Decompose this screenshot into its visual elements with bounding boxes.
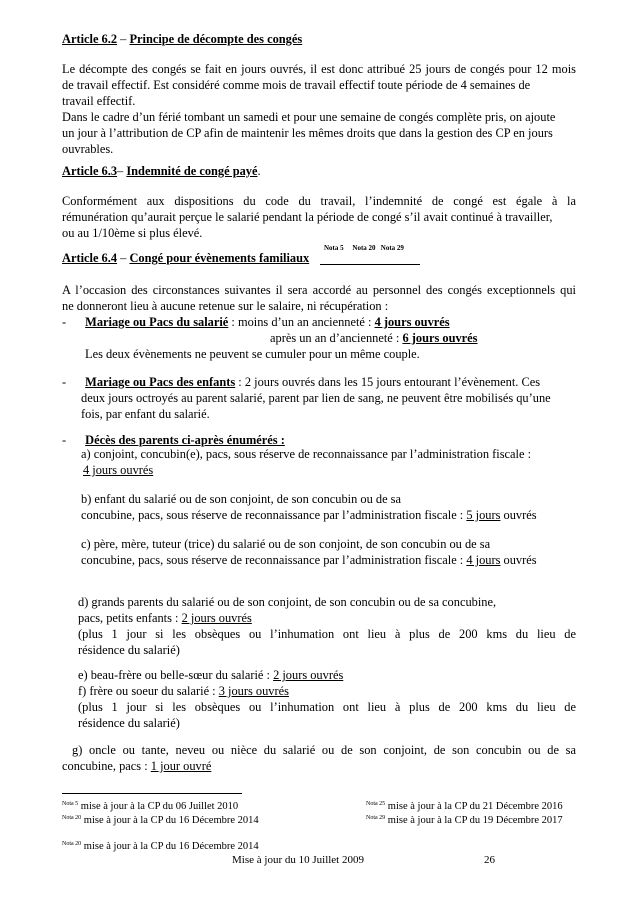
heading-dash: – [117, 251, 130, 265]
nota-ref: Nota 29 [380, 244, 404, 252]
page-number: 26 [484, 854, 495, 866]
heading-dash: – [117, 32, 130, 46]
sub-item-g: g) oncle ou tante, neveu ou nièce du salarié ou de son conjoint, de son concubin ou de sa [72, 743, 576, 757]
nota-ref: Nota 5 [324, 244, 344, 252]
list-item-line: fois, par enfant du salarié. [81, 407, 210, 421]
bullet: - [62, 433, 67, 447]
item-text: après un an d’ancienneté : [270, 331, 403, 345]
footnote [62, 800, 238, 813]
item-value: 5 jours [466, 508, 501, 522]
paragraph-line: ou au 1/10ème si plus élevé. [62, 226, 203, 240]
nota-ref: Nota 20 [352, 244, 376, 252]
article-6-3-heading [62, 163, 261, 179]
bullet: - [62, 315, 67, 329]
sub-item-d: d) grands parents du salarié ou de son conjoint, de son concubin ou de sa concubine, [78, 595, 497, 609]
heading-dash: – [117, 164, 127, 178]
sub-item-f [78, 683, 289, 699]
sub-item-line: (plus 1 jour si les obsèques ou l’inhumation ont lieu à plus de 200 kms du lieu de [78, 627, 576, 641]
paragraph-line: ne donneront lieu à aucune retenue sur le salaire, ni récupération : [62, 299, 389, 313]
item-text: pacs, petits enfants : [78, 611, 182, 625]
sub-item-a: a) conjoint, concubin(e), pacs, sous réserve de reconnaissance par l’administration fiscale : [81, 447, 532, 461]
paragraph-line: rémunération qu’aurait perçue le salarié pendant la période de congé s’il avait continué à travailler, [62, 210, 553, 224]
footer-update-date: Mise à jour du 10 Juillet 2009 [232, 854, 364, 866]
footnote-marker: Nota 29 [366, 815, 386, 821]
article-6-2-heading [62, 31, 302, 47]
item-text: concubine, pacs, sous réserve de reconnaissance par l’administration fiscale : [81, 508, 467, 522]
footnote-text: mise à jour à la CP du 16 Décembre 2014 [81, 815, 259, 826]
heading-dot: . [257, 164, 261, 178]
sub-item-line [78, 610, 252, 626]
footnote [366, 814, 563, 827]
item-value: 2 jours ouvrés [273, 668, 344, 682]
heading-underline [320, 264, 420, 265]
footnote-text: mise à jour à la CP du 06 Juillet 2010 [78, 801, 239, 812]
paragraph-line: un jour à l’attribution de CP afin de maintenir les mêmes droits que dans la gestion des CP en jours [62, 126, 553, 140]
item-label: Mariage ou Pacs du salarié [85, 315, 229, 329]
footnote-marker: Nota 20 [62, 841, 82, 847]
footnote-separator [62, 793, 242, 794]
footnote [366, 800, 563, 813]
bullet: - [62, 375, 67, 389]
footnote [62, 840, 259, 853]
sub-item-line: (plus 1 jour si les obsèques ou l’inhumation ont lieu à plus de 200 kms du lieu de [78, 700, 576, 714]
paragraph-line: ouvrables. [62, 142, 114, 156]
item-value: 6 jours ouvrés [402, 331, 478, 345]
paragraph-line: Le décompte des congés se fait en jours ouvrés, il est donc attribué 25 jours de congés pour 12 mois [62, 62, 576, 76]
list-item-line: deux jours octroyés au parent salarié, parent par lien de sang, ne peuvent être mobilisés qu’une [81, 391, 551, 405]
list-item-mariage-salarie [62, 314, 450, 330]
item-value: 2 jours ouvrés [181, 611, 252, 625]
paragraph-line: Conformément aux dispositions du code du travail, l’indemnité de congé est égale à la [62, 194, 576, 208]
sub-item-line [62, 758, 211, 774]
paragraph-line: de travail effectif. Est considéré comme mois de travail effectif toute période de 4 semaines de [62, 78, 531, 92]
paragraph-line: Dans le cadre d’un férié tombant un samedi et pour une semaine de congés complète pris, on ajoute [62, 110, 556, 124]
list-item-line [270, 330, 477, 346]
item-value: 4 jours [466, 553, 501, 567]
article-title: Indemnité de congé payé [126, 164, 258, 178]
footnote-text: mise à jour à la CP du 19 Décembre 2017 [385, 815, 563, 826]
footnote-marker: Nota 5 [62, 801, 79, 807]
item-text: e) beau-frère ou belle-sœur du salarié : [78, 668, 274, 682]
item-text: ouvrés [500, 553, 537, 567]
sub-item-c: c) père, mère, tuteur (trice) du salarié ou de son conjoint, de son concubin ou de sa [81, 537, 491, 551]
item-value: 4 jours ouvrés [374, 315, 450, 329]
article-number: Article 6.2 [62, 32, 118, 46]
list-item-note: Les deux évènements ne peuvent se cumuler pour un même couple. [85, 347, 420, 361]
item-label: Mariage ou Pacs des enfants [85, 375, 236, 389]
item-text: : 2 jours ouvrés dans les 15 jours entourant l’évènement. Ces [235, 375, 541, 389]
item-label: Décès des parents ci-après énumérés : [85, 433, 285, 447]
item-text: concubine, pacs : [62, 759, 151, 773]
paragraph-line: travail effectif. [62, 94, 136, 108]
footnote-text: mise à jour à la CP du 16 Décembre 2014 [81, 841, 259, 852]
item-text: f) frère ou soeur du salarié : [78, 684, 219, 698]
item-text: concubine, pacs, sous réserve de reconnaissance par l’administration fiscale : [81, 553, 467, 567]
footnote [62, 814, 259, 827]
sub-item-b: b) enfant du salarié ou de son conjoint, de son concubin ou de sa [81, 492, 402, 506]
article-title: Congé pour évènements familiaux [129, 251, 310, 265]
article-6-4-heading [62, 250, 309, 266]
footnote-marker: Nota 25 [366, 801, 386, 807]
item-text: ouvrés [500, 508, 537, 522]
item-text: : moins d’un an ancienneté : [228, 315, 375, 329]
paragraph-line: A l’occasion des circonstances suivantes il sera accordé au personnel des congés exceptionnels qui [62, 283, 576, 297]
article-title: Principe de décompte des congés [129, 32, 303, 46]
item-value: 3 jours ouvrés [218, 684, 289, 698]
item-value: 1 jour ouvré [150, 759, 212, 773]
sub-item-line: résidence du salarié) [78, 716, 180, 730]
nota-refs [324, 244, 404, 253]
sub-item-line [81, 552, 537, 568]
footnote-text: mise à jour à la CP du 21 Décembre 2016 [385, 801, 563, 812]
sub-item-line: résidence du salarié) [78, 643, 180, 657]
footnote-marker: Nota 20 [62, 815, 82, 821]
list-item-mariage-enfants [62, 374, 540, 390]
article-number: Article 6.3 [62, 164, 118, 178]
sub-item-line [81, 507, 537, 523]
sub-item-value: 4 jours ouvrés [83, 463, 154, 477]
article-number: Article 6.4 [62, 251, 118, 265]
sub-item-e [78, 667, 343, 683]
